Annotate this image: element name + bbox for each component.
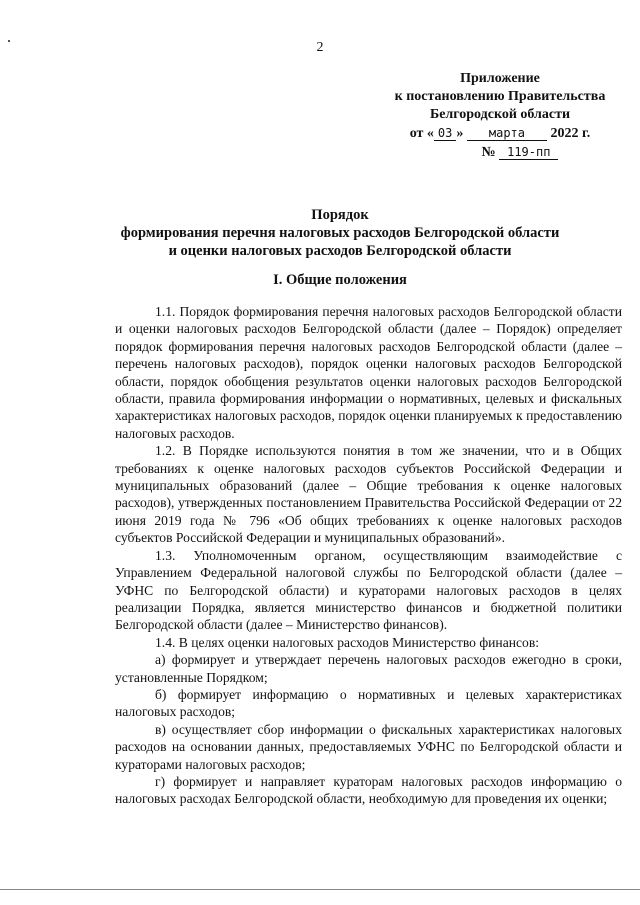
appendix-title: Приложение: [460, 71, 540, 86]
paragraph-item-v: в) осуществляет сбор информации о фискальных характеристиках налоговых расходов на основании данных, предоставляемых УФНС по Белгородской области и кураторами налоговых расходов;: [115, 721, 622, 772]
appendix-block: [380, 70, 620, 162]
paragraph-item-a: а) формирует и утверждает перечень налоговых расходов ежегодно в сроки, установленные Порядком;: [115, 652, 622, 685]
paragraph-item-g: г) формирует и направляет кураторам налоговых расходов информацию о налоговых расходах Белгородской области, необходимую для проведения их оценки;: [115, 773, 622, 807]
scan-edge-line: [0, 889, 640, 890]
document-body: [115, 303, 622, 808]
section-heading: I. Общие положения: [273, 272, 407, 288]
number-value: 119-пп: [499, 145, 558, 160]
date-mid: »: [456, 126, 464, 141]
date-month: марта: [467, 126, 547, 141]
page-number: 2: [316, 40, 324, 55]
paragraph-item-b: б) формирует информацию о нормативных и целевых характеристиках налоговых расходов;: [115, 686, 622, 720]
title-line-3: и оценки налоговых расходов Белгородской области: [168, 243, 512, 259]
title-line-1: Порядок: [311, 207, 369, 223]
document-title: [80, 206, 600, 260]
appendix-number: [420, 143, 620, 162]
paragraph-1-3: 1.3. Уполномоченным органом, осуществляющим взаимодействие с Управлением Федеральной налоговой службы по Белгородской области (далее – УФНС по Белгородской области) и кураторами налоговых расходов в целях реализации Порядка, является министерство финансов и бюджетной политики Белгородской области (далее – Министерство финансов).: [115, 547, 622, 633]
appendix-region: Белгородской области: [429, 107, 571, 122]
date-day: 03: [434, 126, 456, 141]
number-prefix: №: [481, 145, 496, 160]
paragraph-1-4: 1.4. В целях оценки налоговых расходов Министерство финансов:: [155, 634, 540, 650]
appendix-resolution: к постановлению Правительства: [394, 89, 606, 104]
paragraph-1-2: 1.2. В Порядке используются понятия в том же значении, что и в Общих требованиях к оценке налоговых расходов субъектов Российской Федерации и муниципальных образований (далее – Общие требования к оценке налоговых расходов), утвержденных постановлением Правительства Российской Федерации от 22 июня 2019 года № 796 «Об общих требованиях к оценке налоговых расходов субъектов Российской Федерации и муниципальных образований».: [115, 443, 622, 546]
date-prefix: от «: [409, 126, 434, 141]
date-year: 2022 г.: [550, 126, 591, 141]
paragraph-1-1: 1.1. Порядок формирования перечня налоговых расходов Белгородской области и оценки налоговых расходов Белгородской области (далее – Порядок) определяет порядок формирования перечня налоговых расходов Белгородской области (далее – перечень налоговых расходов), порядок оценки налоговых расходов Белгородской области, порядок обобщения результатов оценки налоговых расходов Белгородской области, правила формирования информации о нормативных, целевых и фискальных характеристиках налоговых расходов, порядок оценки планируемых к предоставлению налоговых расходов.: [115, 304, 622, 441]
title-line-2: формирования перечня налоговых расходов Белгородской области: [120, 225, 560, 241]
appendix-date: [380, 124, 620, 143]
